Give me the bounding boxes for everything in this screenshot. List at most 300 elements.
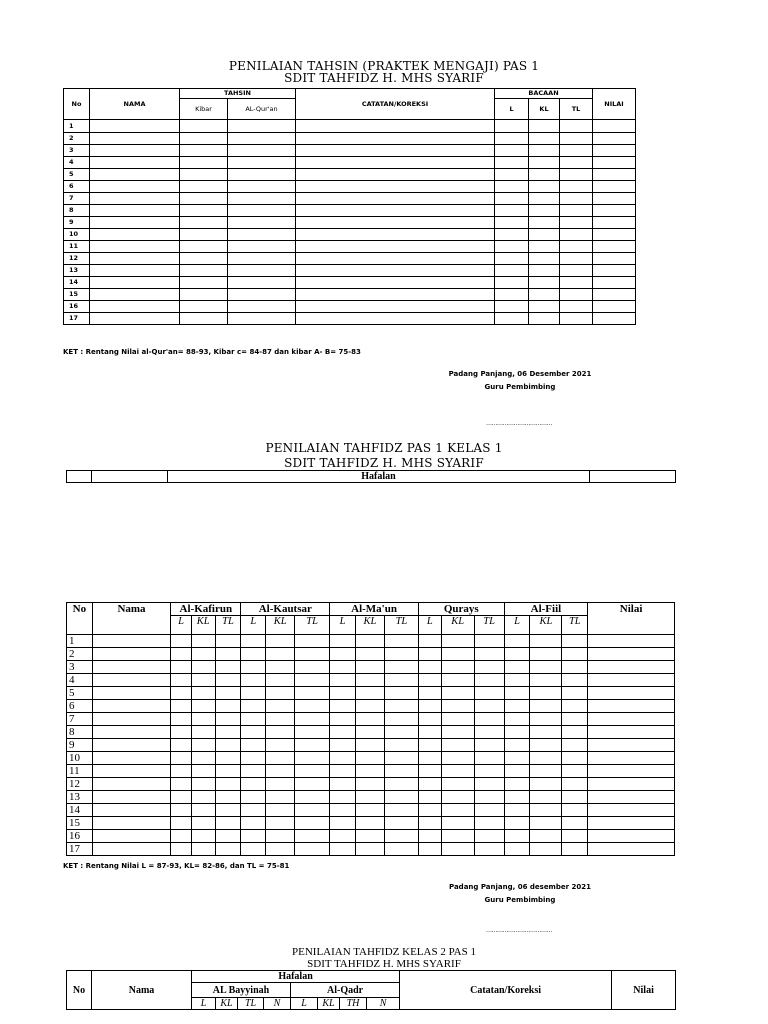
empty-cell <box>384 778 418 791</box>
table-row <box>67 765 675 778</box>
sub-tl: TL <box>295 616 330 635</box>
table-row <box>67 700 675 713</box>
empty-cell <box>92 843 170 856</box>
empty-cell <box>180 157 228 169</box>
table-row <box>67 752 675 765</box>
empty-cell <box>384 804 418 817</box>
empty-cell <box>241 739 266 752</box>
sub-kl: KL <box>216 998 238 1010</box>
empty-cell <box>588 648 675 661</box>
empty-cell <box>330 791 356 804</box>
empty-cell <box>296 313 495 325</box>
empty-cell <box>215 726 241 739</box>
empty-cell <box>495 301 529 313</box>
header-no: No <box>67 603 93 635</box>
empty-cell <box>330 713 356 726</box>
empty-cell <box>266 713 295 726</box>
sub-l: L <box>504 616 530 635</box>
empty-cell <box>90 217 180 229</box>
table-row <box>67 635 675 648</box>
sub-l: L <box>192 998 216 1010</box>
empty-cell <box>330 674 356 687</box>
empty-cell <box>441 843 474 856</box>
empty-cell <box>560 181 593 193</box>
empty-cell <box>588 778 675 791</box>
empty-cell <box>295 739 330 752</box>
empty-cell <box>495 265 529 277</box>
header-no: No <box>64 89 90 120</box>
empty-cell <box>495 120 529 133</box>
empty-cell <box>171 778 192 791</box>
sub-l: L <box>330 616 356 635</box>
empty-cell <box>90 145 180 157</box>
empty-cell <box>355 687 384 700</box>
empty-cell <box>384 843 418 856</box>
header-nilai: Nilai <box>588 603 675 635</box>
empty-cell <box>295 635 330 648</box>
sub-n: N <box>264 998 291 1010</box>
empty-cell <box>215 830 241 843</box>
empty-cell <box>441 726 474 739</box>
empty-cell <box>355 843 384 856</box>
row-number: 2 <box>64 133 90 145</box>
empty-cell <box>593 205 636 217</box>
row-number: 1 <box>64 120 90 133</box>
empty-cell <box>441 661 474 674</box>
sub-tl: TL <box>562 616 588 635</box>
empty-cell <box>90 120 180 133</box>
header-al-bayyinah: AL Bayyinah <box>192 983 291 998</box>
empty-cell <box>241 804 266 817</box>
tahsin-title: PENILAIAN TAHSIN (PRAKTEK MENGAJI) PAS 1 <box>228 59 540 73</box>
empty-cell <box>241 661 266 674</box>
empty-cell <box>562 817 588 830</box>
empty-cell <box>530 778 562 791</box>
table-row <box>64 193 636 205</box>
empty-cell <box>191 648 215 661</box>
empty-cell <box>90 181 180 193</box>
empty-cell <box>560 217 593 229</box>
empty-cell <box>228 289 296 301</box>
empty-cell <box>295 726 330 739</box>
empty-cell <box>474 635 504 648</box>
empty-cell <box>330 843 356 856</box>
table-row <box>64 301 636 313</box>
tahfidz-kelas2-table <box>66 970 676 1010</box>
empty-cell <box>562 726 588 739</box>
empty-cell <box>92 471 168 483</box>
empty-cell <box>384 635 418 648</box>
row-number: 15 <box>64 289 90 301</box>
empty-cell <box>215 700 241 713</box>
empty-cell <box>441 765 474 778</box>
empty-cell <box>180 253 228 265</box>
row-number: 1 <box>67 635 93 648</box>
table-row <box>64 217 636 229</box>
empty-cell <box>171 726 192 739</box>
empty-cell <box>504 765 530 778</box>
empty-cell <box>495 217 529 229</box>
empty-cell <box>530 661 562 674</box>
row-number: 15 <box>67 817 93 830</box>
empty-cell <box>228 301 296 313</box>
empty-cell <box>330 752 356 765</box>
empty-cell <box>530 687 562 700</box>
empty-cell <box>191 661 215 674</box>
row-number: 9 <box>64 217 90 229</box>
empty-cell <box>474 817 504 830</box>
empty-cell <box>495 133 529 145</box>
empty-cell <box>562 700 588 713</box>
tahfidz-kelas2-title: PENILAIAN TAHFIDZ KELAS 2 PAS 1 <box>292 946 476 958</box>
empty-cell <box>474 674 504 687</box>
header-nama: NAMA <box>90 89 180 120</box>
header-kibar: Kibar <box>180 99 228 120</box>
empty-cell <box>191 778 215 791</box>
header-al-qadr: Al-Qadr <box>291 983 400 998</box>
empty-cell <box>295 804 330 817</box>
empty-cell <box>495 169 529 181</box>
empty-cell <box>228 277 296 289</box>
empty-cell <box>560 205 593 217</box>
table-row <box>67 687 675 700</box>
empty-cell <box>588 804 675 817</box>
empty-cell <box>191 830 215 843</box>
empty-cell <box>241 778 266 791</box>
empty-cell <box>588 830 675 843</box>
hafalan-header-table <box>66 470 676 483</box>
empty-cell <box>418 843 441 856</box>
empty-cell <box>171 713 192 726</box>
empty-cell <box>171 804 192 817</box>
empty-cell <box>504 635 530 648</box>
empty-cell <box>330 765 356 778</box>
empty-cell <box>384 817 418 830</box>
empty-cell <box>530 765 562 778</box>
empty-cell <box>92 804 170 817</box>
empty-cell <box>418 752 441 765</box>
empty-cell <box>330 700 356 713</box>
empty-cell <box>241 830 266 843</box>
empty-cell <box>530 791 562 804</box>
empty-cell <box>215 765 241 778</box>
empty-cell <box>90 301 180 313</box>
empty-cell <box>355 674 384 687</box>
empty-cell <box>562 843 588 856</box>
empty-cell <box>215 843 241 856</box>
empty-cell <box>530 843 562 856</box>
empty-cell <box>90 169 180 181</box>
empty-cell <box>588 687 675 700</box>
empty-cell <box>92 752 170 765</box>
empty-cell <box>296 217 495 229</box>
empty-cell <box>191 752 215 765</box>
empty-cell <box>474 778 504 791</box>
empty-cell <box>180 193 228 205</box>
sub-kl: KL <box>530 616 562 635</box>
empty-cell <box>529 157 560 169</box>
sign-place-2: Padang Panjang, 06 desember 2021 <box>449 883 591 891</box>
empty-cell <box>171 830 192 843</box>
empty-cell <box>191 739 215 752</box>
row-number: 17 <box>64 313 90 325</box>
table-row <box>67 778 675 791</box>
empty-cell <box>295 687 330 700</box>
empty-cell <box>296 289 495 301</box>
empty-cell <box>562 674 588 687</box>
empty-cell <box>384 830 418 843</box>
empty-cell <box>228 157 296 169</box>
table-row <box>64 133 636 145</box>
row-number: 10 <box>67 752 93 765</box>
empty-cell <box>90 157 180 169</box>
empty-cell <box>474 739 504 752</box>
empty-cell <box>441 648 474 661</box>
empty-cell <box>529 133 560 145</box>
empty-cell <box>529 313 560 325</box>
empty-cell <box>355 661 384 674</box>
empty-cell <box>330 661 356 674</box>
empty-cell <box>495 181 529 193</box>
empty-cell <box>504 830 530 843</box>
empty-cell <box>529 120 560 133</box>
empty-cell <box>171 700 192 713</box>
empty-cell <box>418 674 441 687</box>
empty-cell <box>92 791 170 804</box>
header-bacaan: BACAAN <box>495 89 593 99</box>
empty-cell <box>90 253 180 265</box>
empty-cell <box>593 265 636 277</box>
empty-cell <box>495 313 529 325</box>
empty-cell <box>593 241 636 253</box>
empty-cell <box>504 843 530 856</box>
tahfidz-surah-table <box>66 602 675 856</box>
empty-cell <box>504 674 530 687</box>
empty-cell <box>355 778 384 791</box>
empty-cell <box>215 739 241 752</box>
empty-cell <box>560 253 593 265</box>
empty-cell <box>171 752 192 765</box>
tahfidz-kelas1-school-name: SDIT TAHFIDZ H. MHS SYARIF <box>284 456 484 470</box>
empty-cell <box>191 726 215 739</box>
hafalan-label: Hafalan <box>168 471 590 483</box>
empty-cell <box>562 635 588 648</box>
row-number: 17 <box>67 843 93 856</box>
empty-cell <box>530 830 562 843</box>
table-row <box>64 229 636 241</box>
empty-cell <box>92 674 170 687</box>
empty-cell <box>241 752 266 765</box>
empty-cell <box>562 778 588 791</box>
empty-cell <box>266 635 295 648</box>
empty-cell <box>241 635 266 648</box>
empty-cell <box>330 817 356 830</box>
empty-cell <box>588 674 675 687</box>
empty-cell <box>330 687 356 700</box>
empty-cell <box>191 817 215 830</box>
row-number: 6 <box>64 181 90 193</box>
header-nama: Nama <box>92 603 170 635</box>
table-row <box>67 817 675 830</box>
empty-cell <box>562 804 588 817</box>
empty-cell <box>92 739 170 752</box>
empty-cell <box>171 843 192 856</box>
empty-cell <box>441 700 474 713</box>
empty-cell <box>441 635 474 648</box>
empty-cell <box>171 635 192 648</box>
empty-cell <box>295 830 330 843</box>
header-kl: KL <box>529 99 560 120</box>
header-alquran: AL-Qur'an <box>228 99 296 120</box>
empty-cell <box>530 674 562 687</box>
sub-l: L <box>241 616 266 635</box>
empty-cell <box>418 739 441 752</box>
sub-kl: KL <box>441 616 474 635</box>
empty-cell <box>228 181 296 193</box>
empty-cell <box>266 778 295 791</box>
tahfidz-kelas2-school-name: SDIT TAHFIDZ H. MHS SYARIF <box>307 958 461 970</box>
empty-cell <box>215 635 241 648</box>
empty-cell <box>266 661 295 674</box>
empty-cell <box>504 804 530 817</box>
tahsin-school-name: SDIT TAHFIDZ H. MHS SYARIF <box>284 71 484 85</box>
sub-kl: KL <box>191 616 215 635</box>
empty-cell <box>474 661 504 674</box>
empty-cell <box>504 713 530 726</box>
row-number: 14 <box>67 804 93 817</box>
empty-cell <box>241 817 266 830</box>
empty-cell <box>215 674 241 687</box>
empty-cell <box>266 674 295 687</box>
empty-cell <box>474 843 504 856</box>
empty-cell <box>228 265 296 277</box>
empty-cell <box>90 277 180 289</box>
empty-cell <box>418 830 441 843</box>
empty-cell <box>530 726 562 739</box>
empty-cell <box>504 817 530 830</box>
sign-role-1: Guru Pembimbing <box>484 383 556 391</box>
empty-cell <box>171 739 192 752</box>
empty-cell <box>296 241 495 253</box>
empty-cell <box>180 120 228 133</box>
empty-cell <box>215 804 241 817</box>
empty-cell <box>418 804 441 817</box>
empty-cell <box>180 169 228 181</box>
empty-cell <box>588 843 675 856</box>
empty-cell <box>355 700 384 713</box>
row-number: 7 <box>67 713 93 726</box>
empty-cell <box>191 804 215 817</box>
empty-cell <box>241 687 266 700</box>
empty-cell <box>384 661 418 674</box>
empty-cell <box>560 265 593 277</box>
empty-cell <box>384 791 418 804</box>
empty-cell <box>529 145 560 157</box>
empty-cell <box>266 765 295 778</box>
empty-cell <box>228 133 296 145</box>
empty-cell <box>266 830 295 843</box>
row-number: 8 <box>64 205 90 217</box>
empty-cell <box>474 726 504 739</box>
header-nilai: NILAI <box>593 89 636 120</box>
empty-cell <box>504 687 530 700</box>
empty-cell <box>266 843 295 856</box>
empty-cell <box>529 193 560 205</box>
empty-cell <box>330 739 356 752</box>
header-hafalan: Hafalan <box>192 971 400 983</box>
empty-cell <box>296 181 495 193</box>
empty-cell <box>215 778 241 791</box>
sign-role-2: Guru Pembimbing <box>484 896 556 904</box>
row-number: 13 <box>64 265 90 277</box>
empty-cell <box>588 739 675 752</box>
empty-cell <box>588 791 675 804</box>
empty-cell <box>330 635 356 648</box>
empty-cell <box>384 700 418 713</box>
empty-cell <box>593 229 636 241</box>
empty-cell <box>495 205 529 217</box>
empty-cell <box>529 241 560 253</box>
empty-cell <box>474 804 504 817</box>
empty-cell <box>171 648 192 661</box>
empty-cell <box>355 752 384 765</box>
empty-cell <box>418 687 441 700</box>
empty-cell <box>504 700 530 713</box>
empty-cell <box>241 700 266 713</box>
empty-cell <box>266 804 295 817</box>
empty-cell <box>441 791 474 804</box>
empty-cell <box>418 817 441 830</box>
empty-cell <box>474 830 504 843</box>
empty-cell <box>588 817 675 830</box>
empty-cell <box>562 648 588 661</box>
empty-cell <box>191 635 215 648</box>
empty-cell <box>593 157 636 169</box>
empty-cell <box>588 661 675 674</box>
empty-cell <box>560 229 593 241</box>
empty-cell <box>228 253 296 265</box>
empty-cell <box>92 765 170 778</box>
table-row <box>67 648 675 661</box>
table-row <box>64 157 636 169</box>
header-al-fiil: Al-Fiil <box>504 603 588 616</box>
sub-tl: TL <box>474 616 504 635</box>
empty-cell <box>92 635 170 648</box>
header-catatan: CATATAN/KOREKSI <box>296 89 495 120</box>
empty-cell <box>92 778 170 791</box>
empty-cell <box>191 687 215 700</box>
empty-cell <box>296 205 495 217</box>
empty-cell <box>495 145 529 157</box>
empty-cell <box>530 713 562 726</box>
empty-cell <box>495 157 529 169</box>
empty-cell <box>560 120 593 133</box>
empty-cell <box>295 700 330 713</box>
empty-cell <box>530 648 562 661</box>
empty-cell <box>296 277 495 289</box>
empty-cell <box>588 726 675 739</box>
row-number: 16 <box>64 301 90 313</box>
empty-cell <box>355 817 384 830</box>
empty-cell <box>474 648 504 661</box>
sub-n: N <box>367 998 400 1010</box>
row-number: 4 <box>67 674 93 687</box>
empty-cell <box>593 169 636 181</box>
row-number: 2 <box>67 648 93 661</box>
empty-cell <box>530 817 562 830</box>
empty-cell <box>474 791 504 804</box>
empty-cell <box>191 765 215 778</box>
